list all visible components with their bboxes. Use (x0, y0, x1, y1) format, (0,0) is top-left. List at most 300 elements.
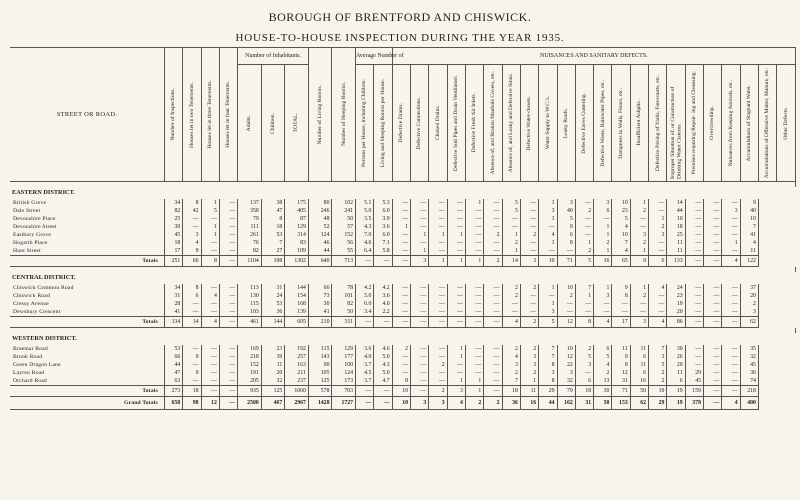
table-cell: 162 (557, 397, 575, 410)
table-cell: — (201, 345, 219, 353)
table-cell: — (201, 284, 219, 292)
header-defect-label: Defective Drains. (398, 103, 405, 143)
table-cell: — (392, 199, 410, 207)
table-cell: — (649, 247, 667, 256)
table-cell: — (447, 292, 465, 300)
table-cell: — (219, 231, 237, 239)
table-cell: 6 (630, 353, 648, 361)
table-cell: 4.0 (374, 300, 392, 308)
table-cell: 1 (575, 292, 593, 300)
table-cell: 66 (308, 284, 332, 292)
table-cell: 6 (557, 231, 575, 239)
table-cell: — (704, 239, 722, 247)
table-cell: — (392, 317, 410, 328)
table-cell: 218 (740, 386, 758, 397)
table-cell: — (429, 247, 447, 256)
table-cell: 273 (164, 386, 182, 397)
header-four-tenements (219, 48, 237, 182)
table-cell: 1 (392, 223, 410, 231)
table-cell: — (594, 215, 612, 223)
header-defect (685, 65, 703, 182)
table-cell: — (484, 308, 502, 317)
table-cell: — (484, 317, 502, 328)
table-cell: 50 (630, 386, 648, 397)
table-cell: — (447, 223, 465, 231)
table-cell: 29 (685, 369, 703, 377)
table-cell: 2 (429, 386, 447, 397)
header-defect-label: Dampness in Walls, Floors, etc. (617, 87, 624, 159)
table-cell: 3 (447, 386, 465, 397)
table-cell: 41 (164, 308, 182, 317)
table-cell: 109 (285, 247, 309, 256)
table-cell: 10 (740, 215, 758, 223)
table-cell: — (704, 377, 722, 386)
table-cell: — (219, 397, 237, 410)
street-name: Devonshire Street (10, 223, 164, 231)
table-cell: — (465, 207, 483, 215)
table-cell: 9 (612, 353, 630, 361)
table-cell: — (685, 300, 703, 308)
table-row (10, 215, 796, 223)
table-cell: 2 (502, 239, 520, 247)
street-name: Green Dragon Lane (10, 361, 164, 369)
table-cell: 133 (667, 256, 685, 267)
table-cell: 3.6 (374, 223, 392, 231)
table-cell: 7 (575, 284, 593, 292)
table-row (10, 239, 796, 247)
table-cell: — (575, 369, 593, 377)
table-cell: 3 (740, 308, 758, 317)
header-defect (704, 65, 722, 182)
header-defect-label: Defective Paving of Yards, Forecourts, etc. (654, 74, 661, 172)
table-cell: 4 (612, 223, 630, 231)
street-name: Layton Road (10, 369, 164, 377)
table-cell: — (704, 256, 722, 267)
table-cell: 9 (183, 369, 201, 377)
table-cell: — (594, 300, 612, 308)
table-cell: 35 (740, 345, 758, 353)
table-cell: 4 (594, 361, 612, 369)
table-cell: 4 (722, 256, 740, 267)
table-cell: — (183, 345, 201, 353)
table-cell: 10 (612, 231, 630, 239)
table-cell: — (465, 345, 483, 353)
header-total (285, 65, 309, 182)
table-cell: — (502, 223, 520, 231)
table-cell: — (447, 199, 465, 207)
header-living-sleeping-label: Living and Sleeping Rooms per House. (379, 78, 386, 168)
table-cell: 32 (557, 377, 575, 386)
table-cell: 9 (630, 256, 648, 267)
table-cell: — (411, 361, 429, 369)
table-cell: — (356, 317, 374, 328)
table-cell: 48 (308, 215, 332, 223)
table-cell: — (575, 231, 593, 239)
table-cell: 10 (612, 199, 630, 207)
table-cell: — (392, 292, 410, 300)
table-cell: 3 (594, 199, 612, 207)
table-cell: 115 (308, 345, 332, 353)
table-cell: 713 (332, 256, 356, 267)
table-cell: 102 (332, 199, 356, 207)
table-cell: 31 (612, 377, 630, 386)
table-cell: — (502, 308, 520, 317)
table-cell: 76 (238, 239, 262, 247)
table-cell: — (392, 353, 410, 361)
table-cell: 358 (238, 207, 262, 215)
table-cell: 2 (520, 284, 538, 292)
header-defect-label: Absence of, and Leaky and Defective Sinks. (508, 73, 515, 173)
header-total-label: TOTAL. (293, 113, 300, 133)
header-defect-label: Defective Connections. (416, 96, 423, 150)
table-cell: — (201, 361, 219, 369)
page-title: BOROUGH OF BRENTFORD AND CHISWICK. (268, 10, 532, 24)
table-cell: 14 (502, 256, 520, 267)
table-cell: — (484, 353, 502, 361)
table-cell: 79 (557, 386, 575, 397)
table-cell: 17 (164, 247, 182, 256)
table-cell: — (447, 207, 465, 215)
table-cell: 10 (392, 386, 410, 397)
table-cell: 1 (465, 256, 483, 267)
table-cell: 257 (285, 353, 309, 361)
table-cell: 4.7 (374, 377, 392, 386)
table-cell: 9 (740, 199, 758, 207)
table-cell: — (201, 239, 219, 247)
table-cell: 261 (238, 231, 262, 239)
table-cell: 2 (575, 207, 593, 215)
table-cell: 18 (575, 386, 593, 397)
table-cell: — (411, 239, 429, 247)
table-cell: — (520, 247, 538, 256)
table-cell: 6 (630, 369, 648, 377)
table-cell: 4.6 (356, 239, 374, 247)
header-defect-label: Defective Eaves Guttering. (581, 92, 588, 154)
header-defect-label: Overcrowding. (709, 106, 716, 140)
table-cell: — (411, 353, 429, 361)
table-cell: 4 (201, 317, 219, 328)
table-cell: 8 (539, 377, 557, 386)
street-name: Dale Street (10, 207, 164, 215)
table-cell: 10 (667, 215, 685, 223)
header-defect (502, 65, 520, 182)
table-cell: 2 (502, 369, 520, 377)
table-cell: 130 (238, 292, 262, 300)
table-cell: 5 (575, 256, 593, 267)
table-cell: — (722, 284, 740, 292)
table-cell: 246 (308, 207, 332, 215)
table-cell: — (429, 308, 447, 317)
table-cell: — (704, 317, 722, 328)
table-cell: 12 (557, 353, 575, 361)
table-cell: 13 (594, 377, 612, 386)
table-row (10, 223, 796, 231)
header-defect-label: Improper Situation of, or Construction of Drinking Water Cisterns. (669, 86, 683, 179)
table-row (10, 308, 796, 317)
table-cell: 3 (557, 369, 575, 377)
table-cell: — (685, 292, 703, 300)
table-cell: 2 (520, 369, 538, 377)
table-cell: — (411, 386, 429, 397)
table-cell: — (630, 300, 648, 308)
table-cell: — (575, 223, 593, 231)
header-defect-label: Defective Fresh Air Inlets. (471, 93, 478, 153)
table-cell: — (722, 215, 740, 223)
table-cell: — (411, 369, 429, 377)
table-cell: — (722, 199, 740, 207)
header-defect-label: Other Defects. (782, 106, 789, 140)
table-cell: 8 (612, 292, 630, 300)
table-cell: — (575, 308, 593, 317)
table-cell: 44 (308, 247, 332, 256)
table-cell: 55 (332, 247, 356, 256)
table-cell: 36 (261, 308, 285, 317)
table-cell: — (465, 284, 483, 292)
table-cell: — (722, 292, 740, 300)
district-total-row (10, 386, 796, 397)
table-cell: 198 (261, 256, 285, 267)
table-cell: 19 (667, 386, 685, 397)
table-cell: 211 (285, 369, 309, 377)
header-defect (722, 65, 740, 182)
table-cell: — (392, 369, 410, 377)
header-persons-per-house-label: Persons per House, including Children. (361, 79, 368, 167)
table-cell: 3 (520, 353, 538, 361)
table-cell: 2 (575, 247, 593, 256)
table-cell: 29 (667, 361, 685, 369)
table-cell: 2500 (238, 397, 262, 410)
table-cell: — (465, 223, 483, 231)
table-cell: 7 (539, 345, 557, 353)
table-cell: 11 (667, 247, 685, 256)
table-cell: — (465, 231, 483, 239)
table-cell: 5.0 (356, 292, 374, 300)
table-cell: 1 (539, 300, 557, 308)
table-cell: — (630, 215, 648, 223)
table-cell: 152 (238, 361, 262, 369)
table-cell: 29 (649, 397, 667, 410)
header-street: STREET OR ROAD. (10, 48, 164, 182)
table-cell: 1 (539, 199, 557, 207)
table-cell: — (447, 239, 465, 247)
table-cell: 1 (447, 353, 465, 361)
table-cell: — (722, 223, 740, 231)
table-cell: 36 (502, 397, 520, 410)
table-cell: — (374, 386, 392, 397)
table-cell: 56 (332, 239, 356, 247)
table-cell: — (484, 247, 502, 256)
table-cell: — (649, 199, 667, 207)
table-cell: — (447, 361, 465, 369)
table-cell: — (484, 369, 502, 377)
table-cell: 62 (630, 397, 648, 410)
header-defect (447, 65, 465, 182)
table-cell: — (429, 317, 447, 328)
table-cell: 3 (557, 199, 575, 207)
table-cell: 44 (539, 397, 557, 410)
table-cell: 23 (612, 207, 630, 215)
table-cell: 71 (557, 256, 575, 267)
table-cell: 1104 (238, 256, 262, 267)
table-cell: 82 (164, 207, 182, 215)
table-cell: — (722, 361, 740, 369)
table-cell: 79 (238, 215, 262, 223)
table-cell: 53 (164, 345, 182, 353)
table-cell: 153 (612, 397, 630, 410)
table-cell: 1 (539, 284, 557, 292)
table-cell: — (465, 239, 483, 247)
table-cell: 1302 (285, 256, 309, 267)
table-cell: — (201, 247, 219, 256)
table-cell: 17 (612, 317, 630, 328)
table-cell: 6 (594, 345, 612, 353)
table-cell: — (484, 386, 502, 397)
table-cell: 3 (520, 361, 538, 369)
header-persons-per-house (356, 65, 374, 182)
table-cell: — (649, 239, 667, 247)
table-cell: 50 (332, 308, 356, 317)
table-cell: 3.6 (374, 292, 392, 300)
table-cell: — (649, 300, 667, 308)
table-cell: 19 (649, 386, 667, 397)
table-cell: — (201, 386, 219, 397)
table-cell: 11 (520, 386, 538, 397)
table-cell: 2 (594, 369, 612, 377)
header-defect-label: Defective Water-closets. (526, 95, 533, 151)
street-name: Devonshire Place (10, 215, 164, 223)
table-cell: 3 (429, 397, 447, 410)
table-cell: 23 (667, 292, 685, 300)
table-cell: — (201, 377, 219, 386)
header-defect-label: Insufficient Ashpits. (636, 100, 643, 146)
table-cell: 12 (557, 317, 575, 328)
table-cell: — (557, 300, 575, 308)
inspection-table (10, 47, 796, 410)
table-cell: 378 (685, 397, 703, 410)
table-cell: — (685, 284, 703, 292)
table-row (10, 247, 796, 256)
table-cell: 16 (520, 397, 538, 410)
table-cell: 169 (238, 345, 262, 353)
table-cell: 5 (612, 215, 630, 223)
table-cell: 45 (685, 377, 703, 386)
table-cell: — (429, 353, 447, 361)
table-cell: 12 (612, 369, 630, 377)
table-cell: 139 (285, 308, 309, 317)
table-cell: 1 (539, 215, 557, 223)
table-cell: — (356, 256, 374, 267)
street-name: Cressy Avenue (10, 300, 164, 308)
table-cell: 154 (285, 292, 309, 300)
table-cell: 3 (722, 207, 740, 215)
table-cell: — (183, 300, 201, 308)
table-cell: — (575, 199, 593, 207)
table-cell: 467 (261, 397, 285, 410)
table-cell: 57 (332, 223, 356, 231)
table-cell: 2 (575, 345, 593, 353)
table-cell: 3 (502, 361, 520, 369)
table-cell: 32 (740, 353, 758, 361)
table-cell: 3 (539, 369, 557, 377)
table-cell: — (201, 353, 219, 361)
table-cell: — (520, 239, 538, 247)
table-cell: 41 (740, 231, 758, 239)
table-cell: 20 (667, 308, 685, 317)
table-cell: — (219, 369, 237, 377)
table-cell: 41 (308, 308, 332, 317)
table-cell: 4.0 (356, 353, 374, 361)
table-cell: 36 (740, 369, 758, 377)
table-cell: 400 (740, 397, 758, 410)
table-cell: 2 (392, 345, 410, 353)
street-name: Hunt Street (10, 247, 164, 256)
table-cell: — (392, 247, 410, 256)
table-cell: 11 (630, 361, 648, 369)
table-cell: — (685, 308, 703, 317)
table-cell: 11 (740, 247, 758, 256)
table-cell: — (685, 345, 703, 353)
table-cell: — (219, 284, 237, 292)
table-cell: 31 (575, 397, 593, 410)
table-cell: 25 (164, 215, 182, 223)
table-cell: 1 (447, 231, 465, 239)
table-cell: 66 (164, 353, 182, 361)
table-cell: — (447, 317, 465, 328)
table-cell: 1 (630, 199, 648, 207)
header-defect (649, 65, 667, 182)
header-defect (667, 65, 685, 182)
table-cell: 168 (285, 300, 309, 308)
table-cell: 27 (261, 247, 285, 256)
district-heading: CENTRAL DISTRICT. (12, 274, 76, 281)
table-cell: — (356, 397, 374, 410)
table-cell: 1428 (308, 397, 332, 410)
table-cell: — (219, 223, 237, 231)
header-defect (539, 65, 557, 182)
table-cell: 7 (539, 353, 557, 361)
table-cell: — (704, 223, 722, 231)
table-cell: 111 (238, 223, 262, 231)
table-cell: 20 (261, 369, 285, 377)
table-cell: 2967 (285, 397, 309, 410)
table-cell: — (411, 215, 429, 223)
table-cell: 7 (649, 345, 667, 353)
table-cell: 6.0 (356, 300, 374, 308)
table-cell: 83 (285, 239, 309, 247)
table-cell: 8 (539, 361, 557, 369)
table-cell: 4 (612, 247, 630, 256)
table-cell: 6.0 (374, 231, 392, 239)
table-cell: — (722, 247, 740, 256)
table-cell: 2 (649, 223, 667, 231)
table-cell: 3 (539, 308, 557, 317)
table-cell: — (219, 256, 237, 267)
header-defect (630, 65, 648, 182)
table-cell: 1 (465, 386, 483, 397)
table-cell: 14 (183, 317, 201, 328)
table-cell: 52 (308, 223, 332, 231)
header-defect (777, 65, 796, 182)
table-cell: 1 (722, 239, 740, 247)
table-cell: — (429, 292, 447, 300)
table-cell: 2 (484, 231, 502, 239)
header-defect (429, 65, 447, 182)
table-cell: — (484, 223, 502, 231)
header-adults (238, 65, 262, 182)
header-children (261, 65, 285, 182)
table-cell: 241 (332, 207, 356, 215)
table-cell: 143 (308, 353, 332, 361)
